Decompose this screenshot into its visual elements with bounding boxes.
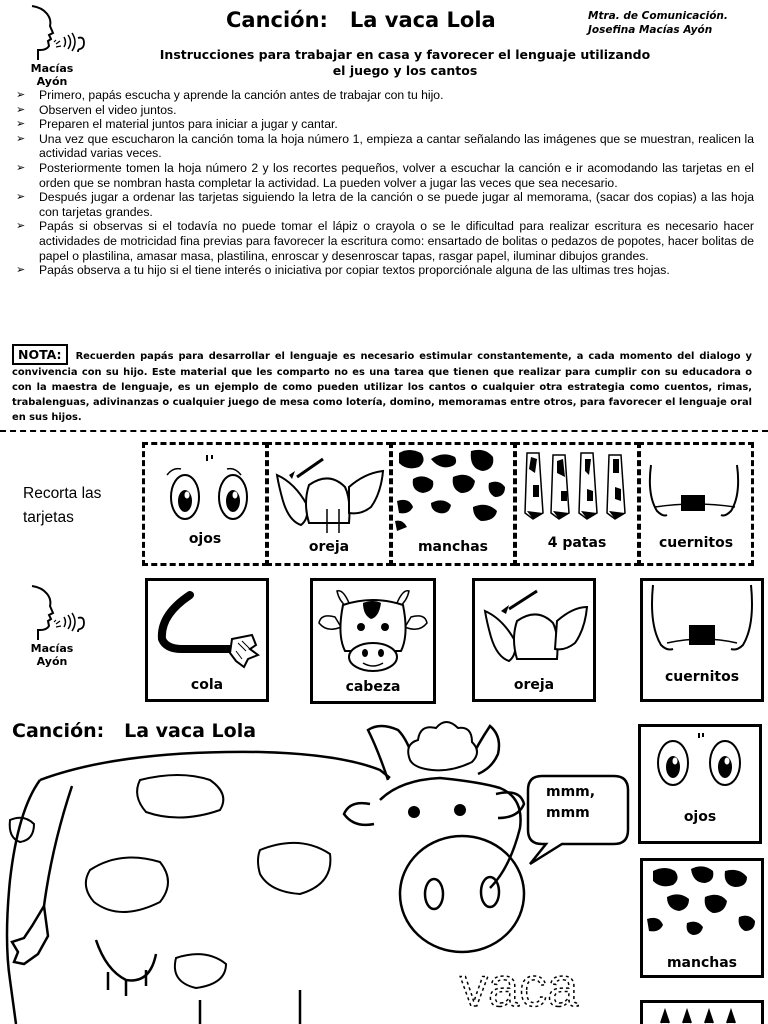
- card-label: cabeza: [345, 679, 401, 695]
- trace-word: [456, 958, 636, 1018]
- card-label: oreja: [513, 677, 555, 693]
- legs-icon: [643, 1003, 761, 1024]
- note-block: [12, 344, 752, 425]
- logo-label: Macías Ayón: [30, 62, 74, 88]
- song-title: Canción: La vaca Lola: [12, 720, 257, 742]
- cut-instruction: Recorta las tarjetas: [23, 485, 102, 526]
- note-label: NOTA:: [12, 344, 68, 365]
- bullet-arrow-icon: ➢: [16, 161, 26, 174]
- teacher-role: Mtra. de Comunicación.: [588, 10, 728, 22]
- logo-label: Macías Ayón: [30, 642, 74, 668]
- card-oreja[interactable]: [266, 442, 392, 566]
- card-label: cola: [190, 677, 224, 693]
- bullet-arrow-icon: ➢: [16, 103, 26, 116]
- card-cabeza[interactable]: [310, 578, 436, 704]
- card-cuernitos[interactable]: [638, 442, 754, 566]
- instruction-item: [16, 219, 754, 263]
- card-manchas[interactable]: [390, 442, 516, 566]
- instruction-item: [16, 132, 754, 161]
- bullet-arrow-icon: ➢: [16, 89, 26, 101]
- instruction-text: Posteriormente tomen la hoja número 2 y los recortes pequeños, volver a escuchar la canción e ir acomodando las tarjetas en el orden que se nombran hasta completar la actividad. La pueden volver a jugar las veces que sea necesario.: [39, 160, 754, 190]
- card-ojos[interactable]: [142, 442, 268, 566]
- bullet-arrow-icon: ➢: [16, 191, 26, 204]
- card-label: ojos: [188, 531, 222, 547]
- trace-word-text: vaca: [460, 958, 579, 1018]
- bubble-line-2: mmm: [546, 805, 590, 821]
- bullet-arrow-icon: ➢: [16, 264, 26, 277]
- card-label: oreja: [308, 539, 350, 555]
- instruction-text: Después jugar a ordenar las tarjetas siguiendo la letra de la canción o se puede jugar al memorama, (sacar dos copias) a las hoja con tarjetas grandes.: [39, 190, 754, 219]
- side-card-manchas[interactable]: [640, 858, 764, 978]
- instructions-list: [16, 88, 754, 278]
- bubble-line-1: mmm,: [546, 784, 596, 800]
- spots-icon: [643, 861, 761, 951]
- card-cuernitos[interactable]: [640, 578, 764, 702]
- card-label: manchas: [666, 955, 738, 971]
- logo: [16, 4, 88, 88]
- instruction-item: [16, 190, 754, 219]
- instruction-text: Papás observa a tu hijo si el tiene interés o iniciativa por copiar textos proporciónale alguna de las ultimas tres hojas.: [39, 263, 670, 278]
- card-patas[interactable]: [514, 442, 640, 566]
- teacher-info: [588, 9, 728, 37]
- cut-line-divider: [0, 430, 768, 432]
- speech-bubble-text: [546, 782, 618, 824]
- instruction-item: [16, 161, 754, 190]
- subtitle-line-2: el juego y los cantos: [332, 63, 478, 78]
- card-label: ojos: [683, 809, 717, 825]
- instruction-item: [16, 103, 754, 118]
- logo: [16, 584, 88, 668]
- subtitle: [130, 47, 680, 79]
- subtitle-line-1: Instrucciones para trabajar en casa y favorecer el lenguaje utilizando: [159, 47, 651, 62]
- speaking-head-icon: [16, 4, 88, 62]
- instruction-text: Preparen el material juntos para iniciar a jugar y cantar.: [39, 117, 338, 132]
- card-label: 4 patas: [547, 535, 607, 551]
- card-label: cuernitos: [658, 535, 734, 551]
- bullet-arrow-icon: ➢: [16, 132, 26, 145]
- side-card-partial[interactable]: [640, 1000, 764, 1024]
- instruction-text: Primero, papás escucha y aprende la canción antes de trabajar con tu hijo.: [39, 88, 444, 102]
- speaking-head-icon: [16, 584, 88, 642]
- bullet-arrow-icon: ➢: [16, 118, 26, 131]
- card-label: cuernitos: [664, 669, 740, 685]
- instruction-text: Observen el video juntos.: [39, 102, 177, 117]
- instruction-item: [16, 117, 754, 132]
- instruction-item: [16, 263, 754, 278]
- instruction-text: Una vez que escucharon la canción toma la hoja número 1, empieza a cantar señalando las imágenes que se muestran, realicen la actividad varias veces.: [39, 131, 754, 161]
- card-cola[interactable]: [145, 578, 269, 702]
- instruction-text: Papás si observas si el todavía no puede tomar el lápiz o crayola o se le dificultad para realizar escritura es necesario hacer actividades de motricidad fina previas para favorecer la escritura como: ensartado de bolitas o pedazos de popotes, hacer bolitas de papel o plastilina, amasar masa, plastilina, enroscar y desenroscar tapas, rasgar papel, iluminar dibujos grandes.: [39, 219, 754, 263]
- bullet-arrow-icon: ➢: [16, 220, 26, 233]
- side-card-ojos[interactable]: [638, 724, 762, 844]
- card-label: manchas: [417, 539, 489, 555]
- teacher-name: Josefina Macías Ayón: [588, 24, 713, 36]
- instruction-item: [16, 88, 754, 103]
- page-title: Canción: La vaca Lola: [226, 8, 496, 32]
- note-text: Recuerden papás para desarrollar el lenguaje es necesario estimular constantemente, a cada momento del dialogo y convivencia con su hijo. Este material que les comparto no es una tarea que tienen que realizar para cumplir con su educadora o con la maestra de lenguaje, es un ejemplo de como pueden utilizar los cantos o cualquier otra estrategia como cuentos, rimas, trabalenguas, adivinanzas o cualquier juego de mesa como lotería, domino, memoramas entre otros, para favorecer el lenguaje oral en sus hijos.: [12, 351, 752, 423]
- card-oreja[interactable]: [472, 578, 596, 702]
